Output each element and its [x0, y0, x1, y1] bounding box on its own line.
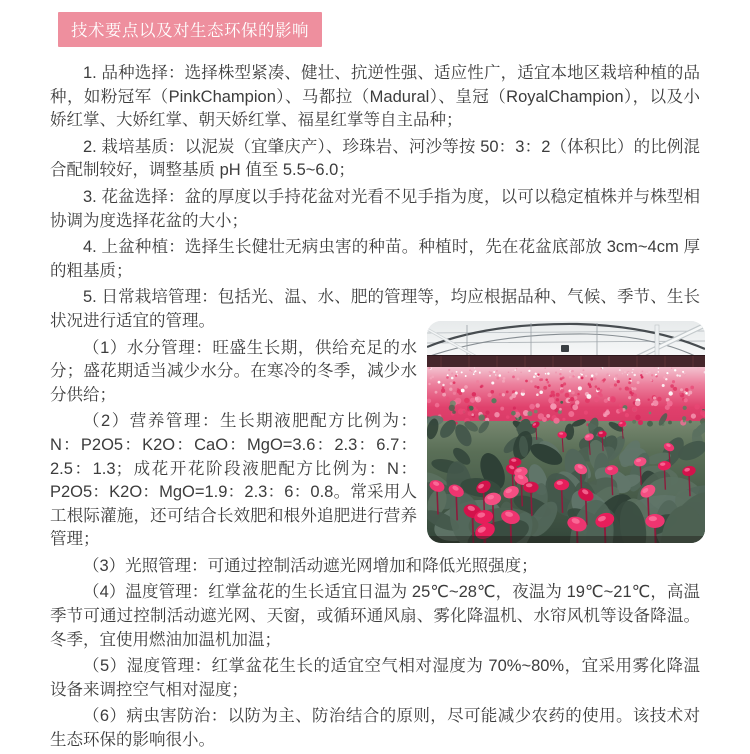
paragraph-nutrition-management: （2）营养管理：生长期液肥配方比例为：N：P2O5：K2O：CaO：MgO=3.6：2.3：6.7：2.5：1.3；成花开花阶段液肥配方比例为：N：P2O5：K2O：MgO=1.9：2.3：6：0.8。常采用人工根际灌施，还可结合长效肥和根外追肥进行营养管理；	[50, 412, 417, 549]
section-title-banner	[58, 12, 322, 47]
greenhouse-anthurium-photo	[427, 321, 705, 543]
paragraph-light-management: （3）光照管理：可通过控制活动遮光网增加和降低光照强度；	[83, 556, 538, 575]
paragraph-pot-selection: 3. 花盆选择：盆的厚度以手持花盆对光看不见手指为度，以可以稳定植株并与株型相协调为度选择花盆的大小；	[50, 187, 700, 230]
article-body	[50, 62, 700, 753]
paragraph-potting: 4. 上盆种植：选择生长健壮无病虫害的种苗。种植时，先在花盆底部放 3cm~4cm 厚的粗基质；	[50, 238, 700, 280]
paragraph-daily-management: 5. 日常栽培管理：包括光、温、水、肥的管理等，均应根据品种、气候、季节、生长状况进行适宜的管理。	[50, 288, 700, 330]
paragraph-pest-control: （6）病虫害防治：以防为主、防治结合的原则，尽可能减少农药的使用。该技术对生态环保的影响很小。	[50, 707, 700, 750]
greenhouse-photo-art	[427, 321, 705, 543]
paragraph-substrate: 2. 栽培基质：以泥炭（宜肇庆产）、珍珠岩、河沙等按 50：3：2（体积比）的比例混合配制较好，调整基质 pH 值至 5.5~6.0；	[50, 137, 700, 180]
section-title: 技术要点以及对生态环保的影响	[71, 22, 309, 40]
paragraph-water-management: （1）水分管理：旺盛生长期，供给充足的水分；盛花期适当减少水分。在寒冷的冬季，减少水分供给；	[50, 338, 417, 404]
paragraph-humidity-management: （5）湿度管理：红掌盆花生长的适宜空气相对湿度为 70%~80%，宜采用雾化降温设备来调控空气相对湿度；	[50, 657, 700, 699]
paragraph-variety-selection: 1. 品种选择：选择株型紧凑、健壮、抗逆性强、适应性广，适宜本地区栽培种植的品种，如粉冠军（PinkChampion）、马都拉（Madural）、皇冠（RoyalChampion），以及小娇红掌、大娇红掌、朝天娇红掌、福星红掌等自主品种；	[50, 64, 700, 130]
paragraph-temperature-management: （4）温度管理：红掌盆花的生长适宜日温为 25℃~28℃，夜温为 19℃~21℃，高温季节可通过控制活动遮光网、天窗，或循环通风扇、雾化降温机、水帘风机等设备降温。冬季，宜使用燃油加温机加温；	[50, 583, 700, 649]
